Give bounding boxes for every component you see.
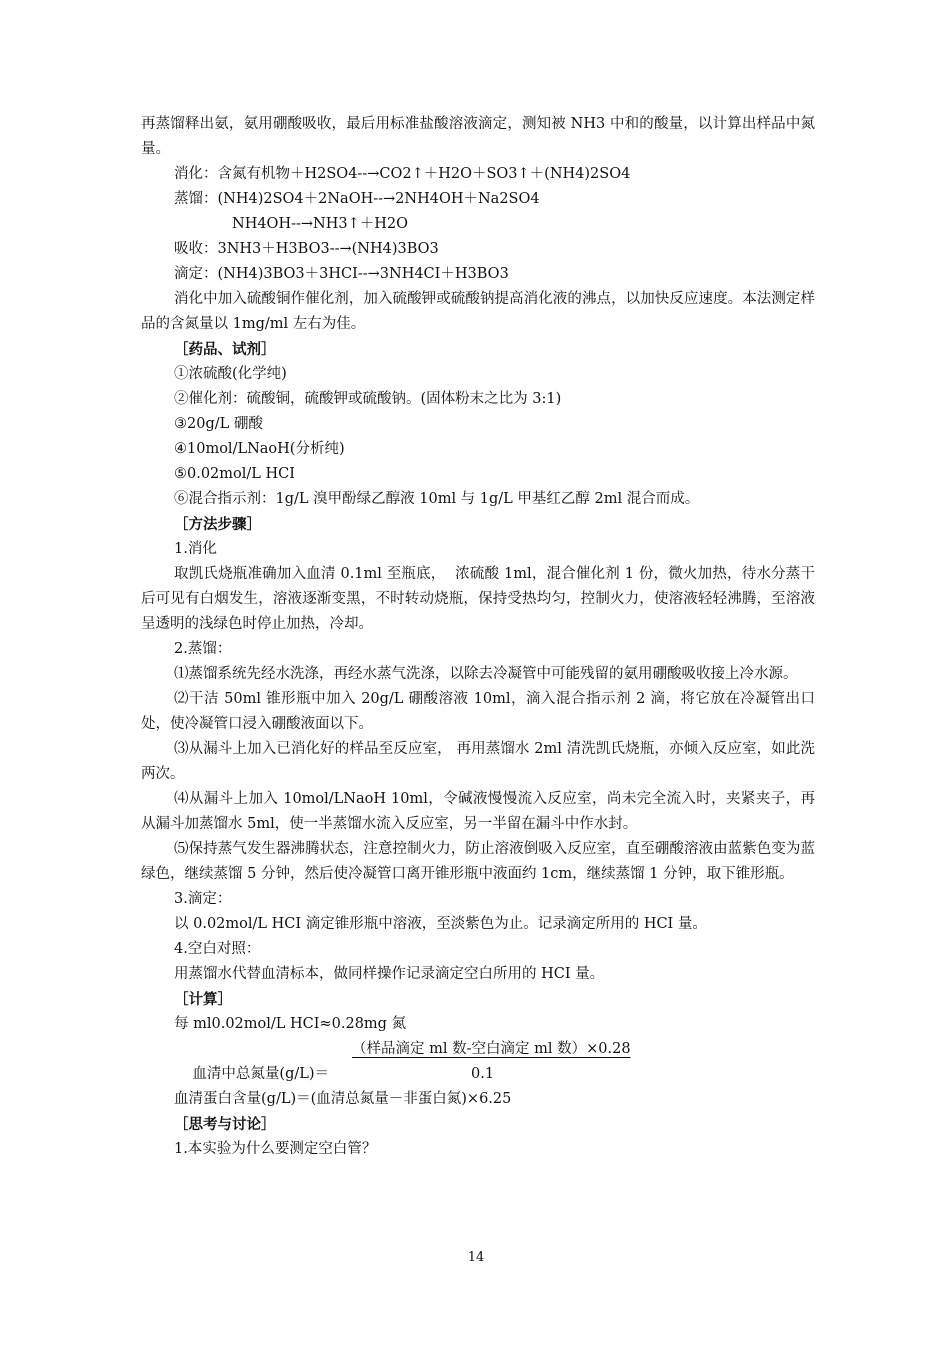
step-body: ⑵干洁 50ml 锥形瓶中加入 20g/L 硼酸溶液 10ml，滴入混合指示剂 2 滴，将它放在冷凝管出口处，使冷凝管口浸入硼酸液面以下。 <box>141 691 815 732</box>
catalyst-paragraph: 消化中加入硫酸铜作催化剂，加入硫酸钾或硫酸钠提高消化液的沸点，以加快反应速度。本法测定样品的含氮量以 1mg/ml 左右为佳。 <box>141 291 815 332</box>
reagent-item: ⑥混合指示剂：1g/L 溴甲酚绿乙醇液 10ml 与 1g/L 甲基红乙醇 2ml 混合而成。 <box>174 491 700 507</box>
equation-distillation: 蒸馏：(NH4)2SO4＋2NaOH--→2NH4OH＋Na2SO4 <box>174 191 540 207</box>
formula-numerator: （样品滴定 ml 数-空白滴定 ml 数）×0.28 <box>352 1041 631 1057</box>
section-heading-discussion: ［思考与讨论］ <box>174 1116 276 1133</box>
step-body: 以 0.02mol/L HCI 滴定锥形瓶中溶液，至淡紫色为止。记录滴定所用的 HCI 量。 <box>174 916 707 932</box>
formula-denominator: 0.1 <box>471 1066 495 1082</box>
equation-absorption: 吸收：3NH3＋H3BO3--→(NH4)3BO3 <box>174 241 439 257</box>
calc-line: 每 ml0.02mol/L HCI≈0.28mg 氮 <box>174 1016 407 1032</box>
section-heading-reagents: ［药品、试剂］ <box>174 341 276 358</box>
discussion-question: 1.本实验为什么要测定空白管？ <box>174 1141 377 1157</box>
step-title: 1.消化 <box>174 541 217 557</box>
step-title: 2.蒸馏： <box>174 641 232 657</box>
reagent-item: ②催化剂：硫酸铜，硫酸钾或硫酸钠。(固体粉末之比为 3:1) <box>174 391 562 407</box>
step-title: 4.空白对照： <box>174 941 261 957</box>
equation-digestion: 消化：含氮有机物＋H2SO4--→CO2↑＋H2O＋SO3↑＋(NH4)2SO4 <box>174 166 631 182</box>
page-number: 14 <box>467 1250 485 1265</box>
reagent-item: ③20g/L 硼酸 <box>174 416 263 432</box>
step-title: 3.滴定： <box>174 891 232 907</box>
step-body: ⑶从漏斗上加入已消化好的样品至反应室， 再用蒸馏水 2ml 清洗凯氏烧瓶，亦倾入反应室，如此洗两次。 <box>141 741 815 782</box>
calc-line: 血清蛋白含量(g/L)＝(血清总氮量－非蛋白氮)×6.25 <box>174 1091 512 1107</box>
step-body: 用蒸馏水代替血清标本，做同样操作记录滴定空白所用的 HCI 量。 <box>174 966 605 982</box>
section-heading-method: ［方法步骤］ <box>174 516 261 533</box>
document-body <box>141 112 815 1162</box>
step-body: 取凯氏烧瓶准确加入血清 0.1ml 至瓶底， 浓硫酸 1ml，混合催化剂 1 份，微火加热，待水分蒸干后可见有白烟发生，溶液逐渐变黑，不时转动烧瓶，保持受热均匀，控制火力，使溶液轻轻沸腾，至溶液呈透明的浅绿色时停止加热，冷却。 <box>141 566 815 632</box>
reagent-item: ④10mol/LNaoH(分析纯) <box>174 441 345 457</box>
reagent-item: ①浓硫酸(化学纯) <box>174 366 287 382</box>
step-body: ⑸保持蒸气发生器沸腾状态，注意控制火力，防止溶液倒吸入反应室，直至硼酸溶液由蓝紫色变为蓝绿色，继续蒸馏 5 分钟，然后使冷凝管口离开锥形瓶中液面约 1cm，继续蒸馏 1 分钟，取下锥形瓶。 <box>141 841 815 882</box>
step-body: ⑴蒸馏系统先经水洗涤，再经水蒸气洗涤，以除去冷凝管中可能残留的氨用硼酸吸收接上冷水源。 <box>174 666 798 682</box>
formula-label: 血清中总氮量(g/L)＝ <box>192 1066 330 1082</box>
intro-paragraph: 再蒸馏释出氨，氨用硼酸吸收，最后用标准盐酸溶液滴定，测知被 NH3 中和的酸量，以计算出样品中氮量。 <box>141 116 815 157</box>
equation-distillation-2: NH4OH--→NH3↑＋H2O <box>232 216 409 232</box>
equation-titration: 滴定：(NH4)3BO3＋3HCI--→3NH4CI＋H3BO3 <box>174 266 509 282</box>
reagent-item: ⑤0.02mol/L HCI <box>174 466 295 482</box>
section-heading-calc: ［计算］ <box>174 991 232 1008</box>
step-body: ⑷从漏斗上加入 10mol/LNaoH 10ml，令碱液慢慢流入反应室，尚未完全流入时，夹紧夹子，再从漏斗加蒸馏水 5ml，使一半蒸馏水流入反应室，另一半留在漏斗中作水封。 <box>141 791 815 832</box>
